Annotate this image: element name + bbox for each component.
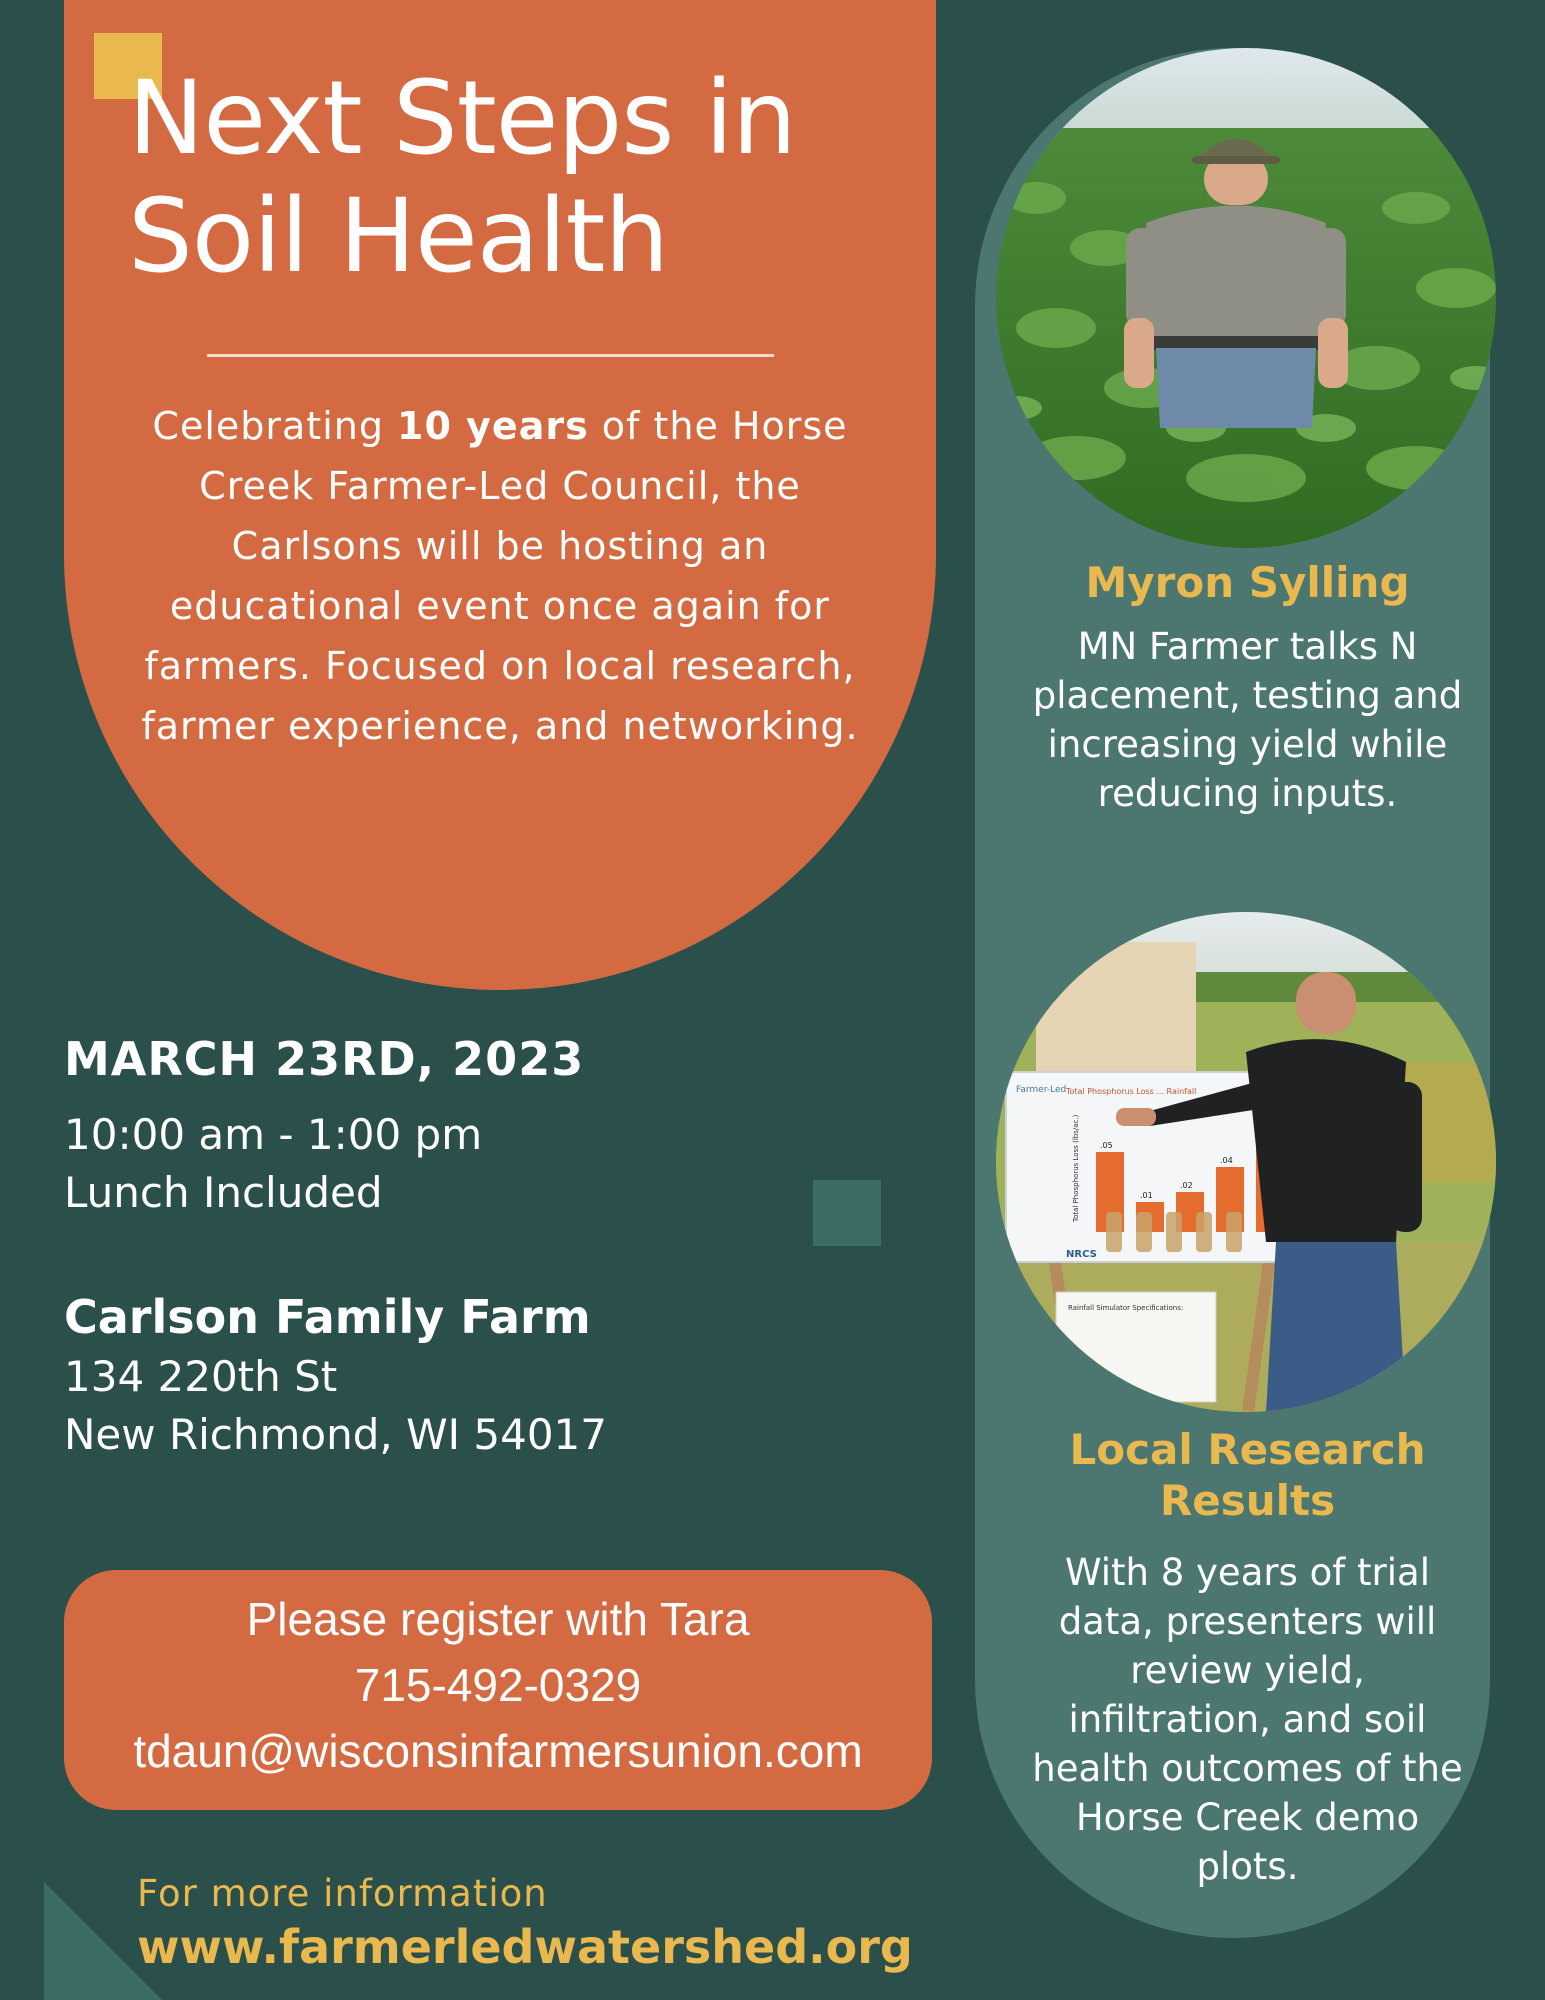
event-street: 134 220th St bbox=[64, 1352, 338, 1401]
speaker-1-description: MN Farmer talks N placement, testing and increasing yield while reducing inputs. bbox=[1032, 625, 1463, 815]
register-email[interactable]: tdaun@wisconsinfarmersunion.com bbox=[133, 1725, 863, 1777]
intro-highlight: 10 years bbox=[397, 404, 589, 448]
speaker-2-name: Local Research Results bbox=[1069, 1425, 1426, 1525]
board-axis-label: Total Phosphorus Loss (lbs/ac.) bbox=[1072, 1114, 1080, 1222]
register-label: Please register with Tara bbox=[246, 1593, 750, 1645]
intro-after: of the Horse Creek Farmer-Led Council, the Carlsons will be hosting an educational event once again for farmers. Focused on local research, farmer experience, and networking. bbox=[141, 404, 859, 748]
event-date: MARCH 23RD, 2023 bbox=[64, 1032, 585, 1086]
board-sign-title: Rainfall Simulator Specifications: bbox=[1068, 1304, 1184, 1312]
register-phone[interactable]: 715-492-0329 bbox=[354, 1659, 642, 1711]
event-city: New Richmond, WI 54017 bbox=[64, 1410, 607, 1459]
intro-text bbox=[120, 396, 880, 756]
title-divider bbox=[207, 354, 774, 357]
board-agency: NRCS bbox=[1066, 1249, 1097, 1260]
decorative-square bbox=[813, 1180, 881, 1246]
speaker-photo-farmer bbox=[996, 48, 1496, 548]
board-bar-label: .05 bbox=[1100, 1141, 1113, 1150]
board-chart-title: Total Phosphorus Loss ... Rainfall bbox=[1066, 1087, 1197, 1096]
event-time: 10:00 am - 1:00 pm bbox=[64, 1110, 483, 1159]
event-lunch: Lunch Included bbox=[64, 1168, 383, 1217]
board-bar-label: .04 bbox=[1220, 1156, 1233, 1165]
title-line-2: Soil Health bbox=[128, 177, 669, 296]
registration-box bbox=[64, 1570, 932, 1810]
page-title bbox=[128, 60, 888, 296]
more-info-label: For more information bbox=[137, 1872, 548, 1915]
intro-before: Celebrating bbox=[152, 404, 398, 448]
research-photo bbox=[996, 912, 1496, 1412]
board-logo: Farmer-Led bbox=[1016, 1085, 1067, 1095]
speaker-2-description: With 8 years of trial data, presenters will review yield, infiltration, and soil health outcomes of the Horse Creek demo plots. bbox=[1032, 1551, 1463, 1888]
board-bar-label: .02 bbox=[1180, 1181, 1193, 1190]
speaker-1-name: Myron Sylling bbox=[1085, 558, 1410, 607]
title-line-1: Next Steps in bbox=[128, 59, 796, 178]
board-bar-label: .01 bbox=[1140, 1191, 1153, 1200]
event-venue: Carlson Family Farm bbox=[64, 1290, 591, 1344]
website-link[interactable]: www.farmerledwatershed.org bbox=[137, 1920, 913, 1974]
